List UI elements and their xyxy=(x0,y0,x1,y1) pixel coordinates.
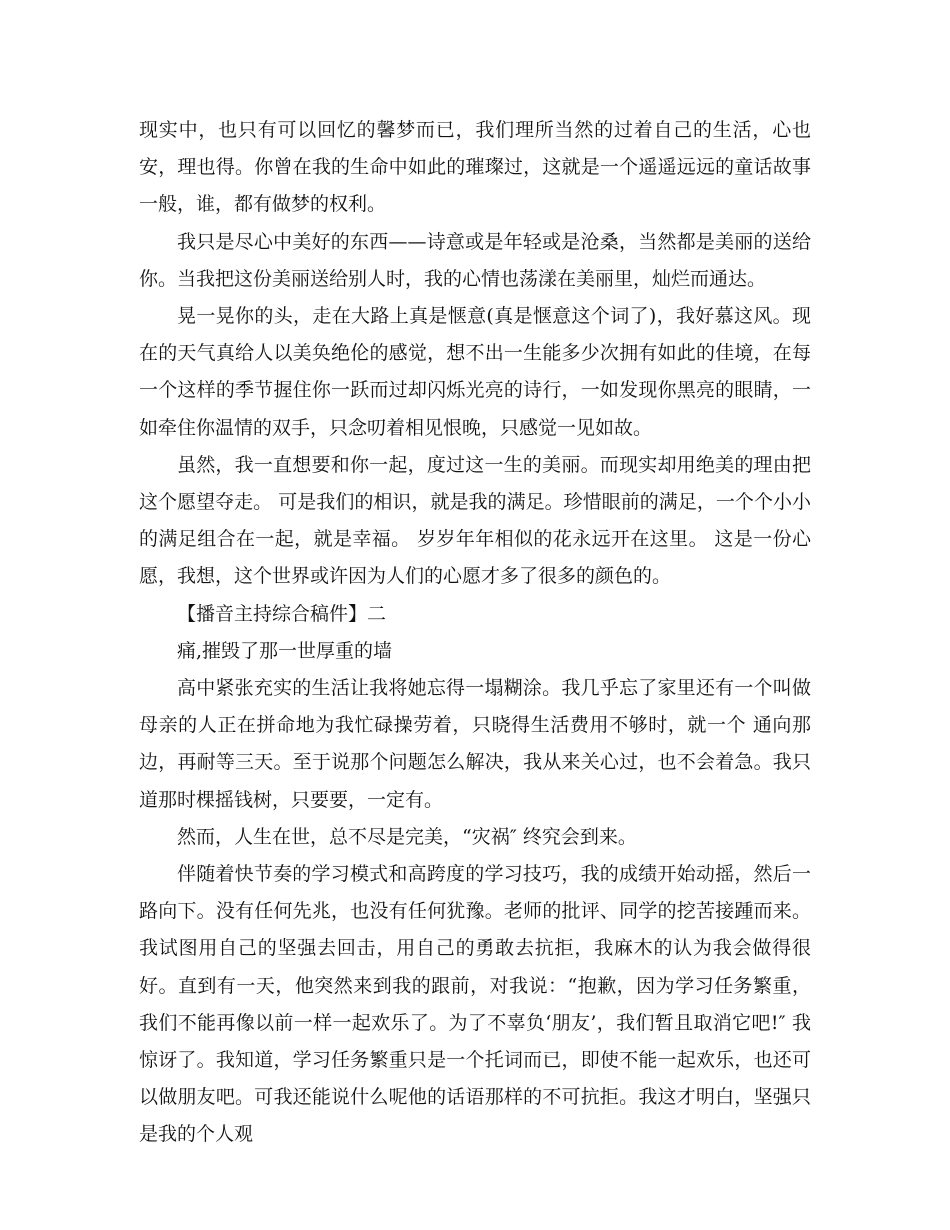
paragraph: 伴随着快节奏的学习模式和高跨度的学习技巧，我的成绩开始动摇，然后一路向下。没有任何先兆，也没有任何犹豫。老师的批评、同学的挖苦接踵而来。我试图用自己的坚强去回击，用自己的勇敢去抗拒，我麻木的认为我会做得很好。直到有一天，他突然来到我的跟前，对我说：“抱歉，因为学习任务繁重，我们不能再像以前一样一起欢乐了。为了不辜负‘朋友’，我们暂且取消它吧!″ 我惊讶了。我知道，学习任务繁重只是一个托词而已，即使不能一起欢乐，也还可以做朋友吧。可我还能说什么呢他的话语那样的不可抗拒。我这才明白，坚强只是我的个人观 xyxy=(139,863,811,1146)
paragraph: 高中紧张充实的生活让我将她忘得一塌糊涂。我几乎忘了家里还有一个叫做母亲的人正在拼命地为我忙碌操劳着，只晓得生活费用不够时，就一个 通向那边，再耐等三天。至于说那个问题怎么解决，我从来关心过，也不会着急。我只道那时棵摇钱树，只要要，一定有。 xyxy=(139,677,811,811)
paragraph: 晃一晃你的头，走在大路上真是惬意(真是惬意这个词了)，我好慕这风。现在的天气真给人以美奂绝伦的感觉，想不出一生能多少次拥有如此的佳境，在每一个这样的季节握住你一跃而过却闪烁光亮的诗行，一如发现你黑亮的眼睛，一如牵住你温情的双手，只念叨着相见恨晚，只感觉一见如故。 xyxy=(139,305,811,439)
paragraph: 虽然，我一直想要和你一起，度过这一生的美丽。而现实却用绝美的理由把这个愿望夺走。 可是我们的相识，就是我的满足。珍惜眼前的满足，一个个小小的满足组合在一起，就是幸福。 岁岁年年相似的花永远开在这里。 这是一份心愿，我想，这个世界或许因为人们的心愿才多了很多的颜色的。 xyxy=(139,453,811,588)
document-body xyxy=(139,112,811,1154)
paragraph-continued: 现实中，也只有可以回忆的馨梦而已，我们理所当然的过着自己的生活，心也安，理也得。你曾在我的生命中如此的璀璨过，这就是一个遥遥远远的童话故事一般，谁，都有做梦的权利。 xyxy=(139,119,811,216)
article-title: 痛,摧毁了那一世厚重的墙 xyxy=(177,639,393,662)
paragraph: 我只是尽心中美好的东西——诗意或是年轻或是沧桑，当然都是美丽的送给你。当我把这份美丽送给别人时，我的心情也荡漾在美丽里，灿烂而通达。 xyxy=(139,230,811,290)
section-heading: 【播音主持综合稿件】二 xyxy=(177,602,387,625)
paragraph: 然而，人生在世，总不尽是完美，“灾祸″ 终究会到来。 xyxy=(177,825,637,848)
